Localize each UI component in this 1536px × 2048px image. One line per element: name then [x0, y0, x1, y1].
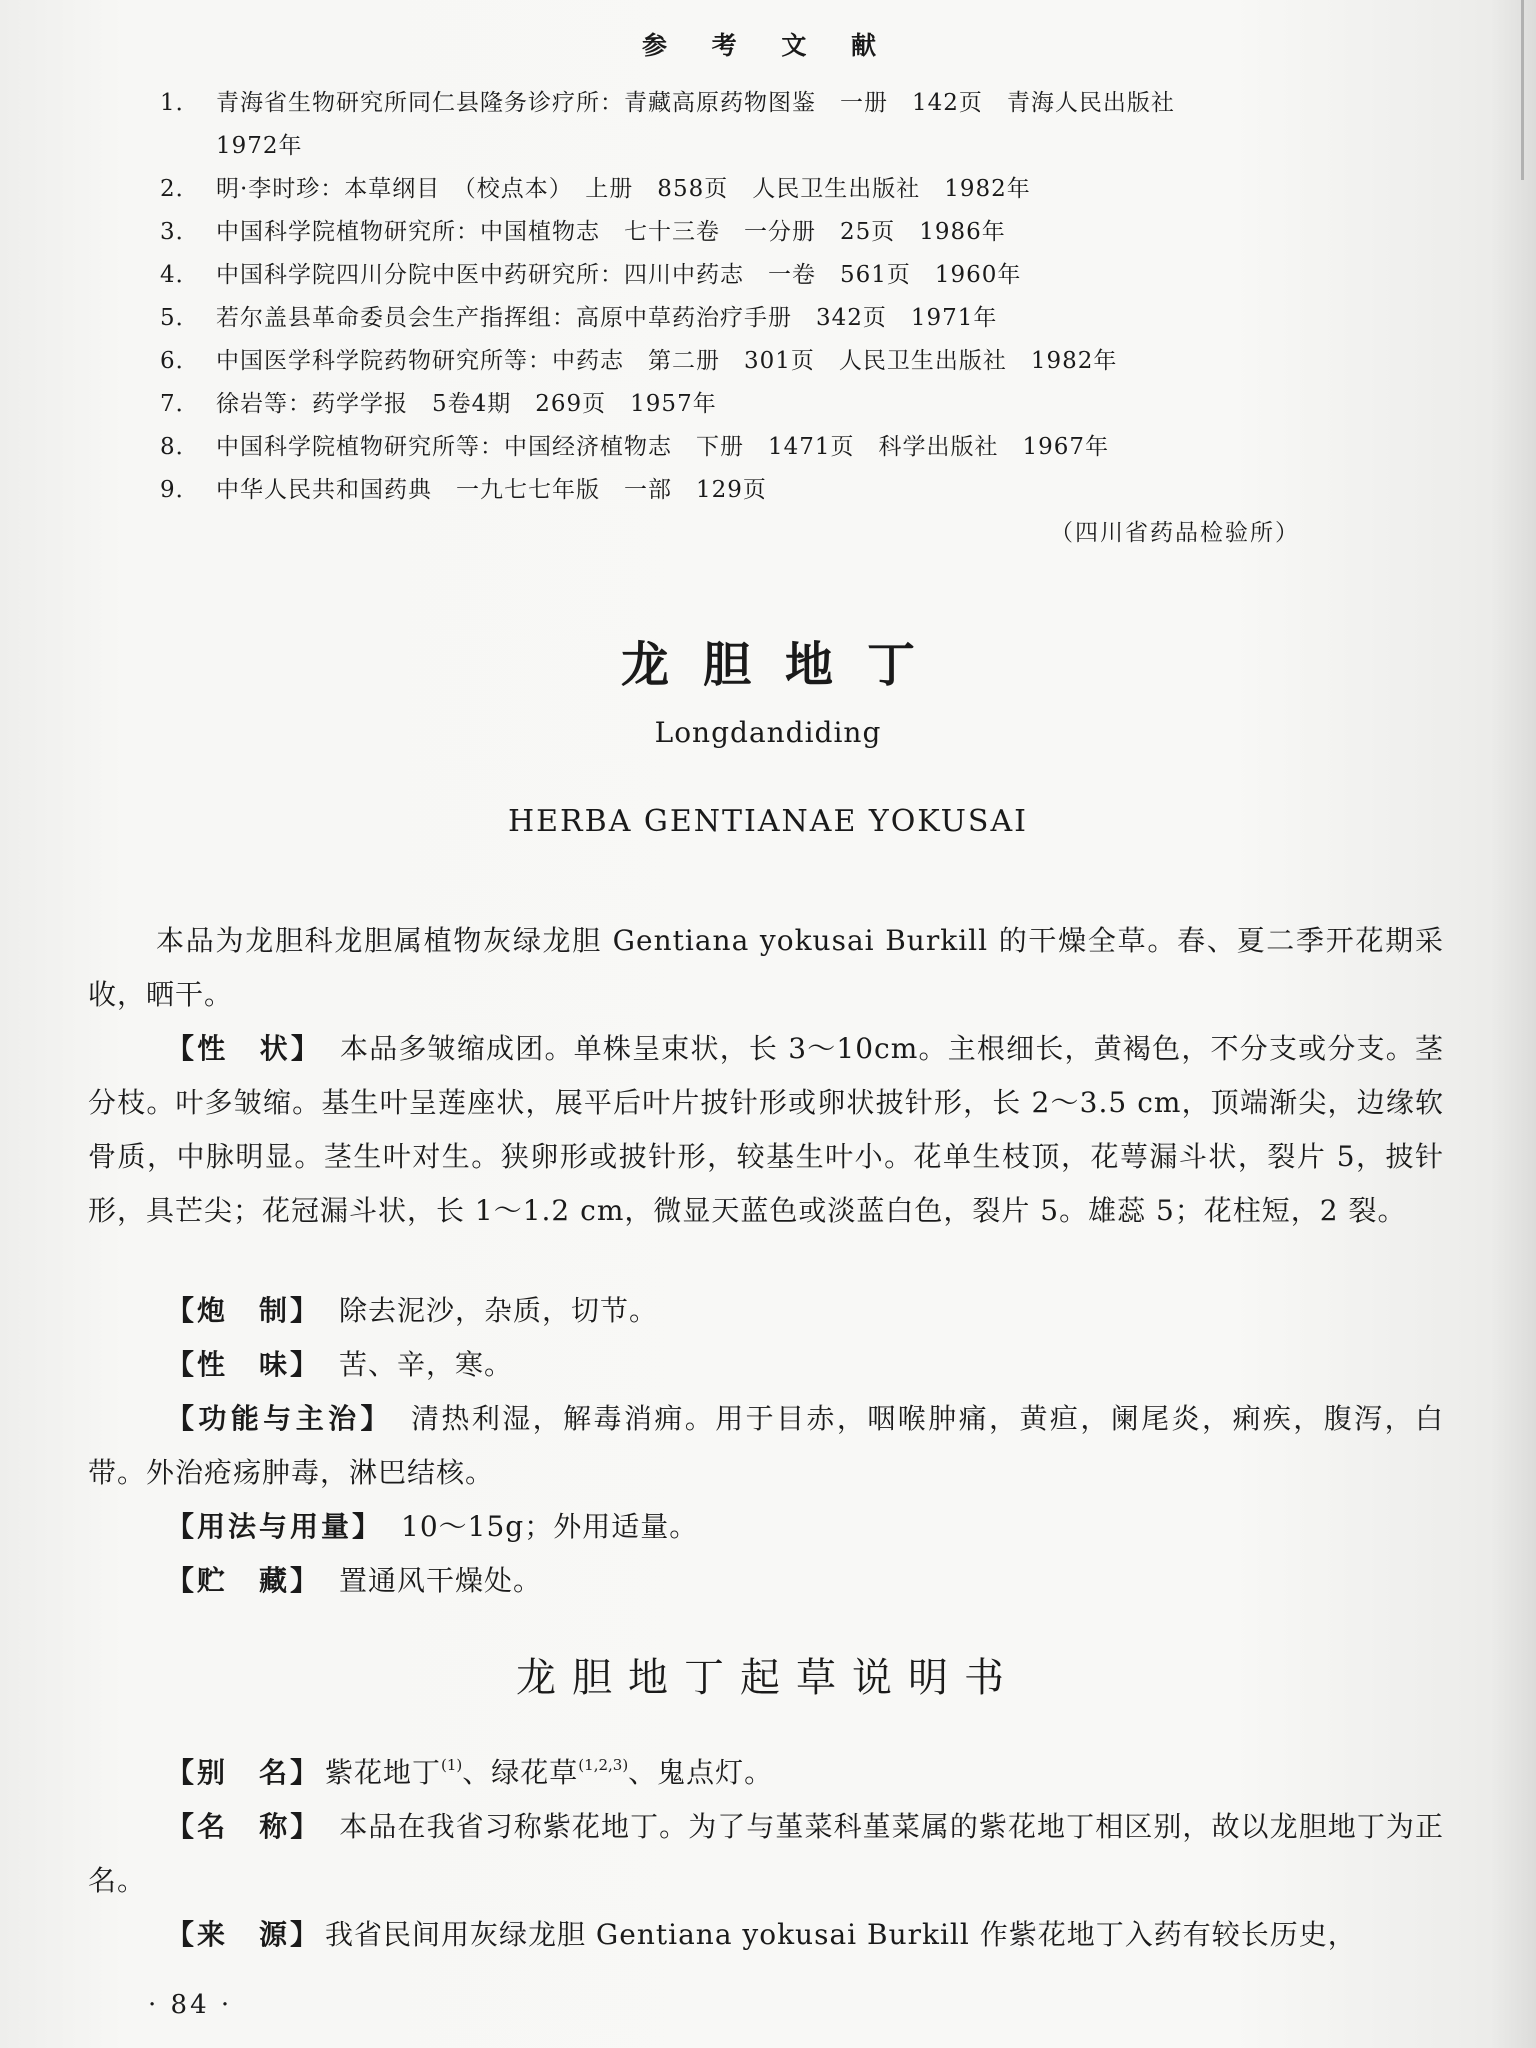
section-label: 【别 名】 [166, 1756, 322, 1789]
reference-text: 青海省生物研究所同仁县隆务诊疗所：青藏高原药物图鉴 一册 142页 青海人民出版社 [216, 90, 1175, 116]
section-text: 清热利湿，解毒消痈。用于目赤，咽喉肿痛，黄疸，阑尾炎，痢疾，腹泻，白带。外治疮疡肿毒，淋巴结核。 [88, 1402, 1444, 1489]
section-label: 【用法与用量】 [166, 1510, 384, 1543]
reference-list [160, 82, 1400, 512]
reference-number: 6． [160, 348, 200, 374]
taste-section [88, 1338, 1444, 1392]
storage-section [88, 1554, 1444, 1608]
monograph-intro-paragraph: 本品为龙胆科龙胆属植物灰绿龙胆 Gentiana yokusai Burkill 的干燥全草。春、夏二季开花期采收，晒干。 [88, 924, 1444, 1011]
reference-text: 中华人民共和国药典 一九七七年版 一部 129页 [216, 477, 767, 503]
references-heading: 参 考 文 献 [641, 31, 895, 60]
reference-text-continued: 1972年 [216, 133, 303, 159]
section-text: 本品在我省习称紫花地丁。为了与堇菜科堇菜属的紫花地丁相区别，故以龙胆地丁为正名。 [88, 1810, 1444, 1897]
section-label: 【贮 藏】 [166, 1564, 322, 1597]
reference-item [160, 297, 1400, 340]
section-text: 本品多皱缩成团。单株呈束状，长 3～10cm。主根细长，黄褐色，不分支或分支。茎分枝。叶多皱缩。基生叶呈莲座状，展平后叶片披针形或卵状披针形，长 2～3.5 cm，顶端渐尖，边缘软骨质，中脉明显。茎生叶对生。狭卵形或披针形，较基生叶小。花单生枝顶，花萼漏斗状，裂片 5，披针形，具芒尖；花冠漏斗状，长 1～1.2 cm，微显天蓝色或淡蓝白色，裂片 5。雄蕊 5；花柱短，2 裂。 [88, 1032, 1444, 1227]
citation-ref: (1,2,3) [578, 1756, 629, 1774]
reference-item [160, 82, 1400, 168]
monograph-pinyin-name: Longdandiding [654, 716, 882, 749]
reference-text: 中国医学科学院药物研究所等：中药志 第二册 301页 人民卫生出版社 1982年 [216, 348, 1118, 374]
alias-text: 、绿花草 [462, 1756, 579, 1789]
reference-text: 若尔盖县革命委员会生产指挥组：高原中草药治疗手册 342页 1971年 [216, 305, 998, 331]
section-text: 苦、辛，寒。 [339, 1348, 514, 1381]
dosage-section [88, 1500, 1444, 1554]
function-section [88, 1392, 1444, 1500]
section-text: 除去泥沙，杂质，切节。 [339, 1294, 659, 1327]
section-text: 10～15g；外用适量。 [401, 1510, 699, 1543]
section-label: 【名 称】 [166, 1810, 322, 1843]
origin-section [88, 1908, 1444, 1962]
references-source-institution: （四川省药品检验所） [1050, 520, 1300, 546]
reference-text: 中国科学院植物研究所：中国植物志 七十三卷 一分册 25页 1986年 [216, 219, 1006, 245]
section-label: 【来 源】 [166, 1918, 322, 1951]
reference-item [160, 340, 1400, 383]
reference-item [160, 426, 1400, 469]
reference-text: 徐岩等：药学学报 5卷4期 269页 1957年 [216, 391, 717, 417]
section-label: 【性 味】 [166, 1348, 322, 1381]
reference-item [160, 254, 1400, 297]
section-text: 置通风干燥处。 [339, 1564, 543, 1597]
draft-explanation-title: 龙胆地丁起草说明书 [516, 1655, 1020, 1701]
reference-number: 4． [160, 262, 200, 288]
monograph-title: 龙胆地丁 [620, 637, 949, 693]
reference-text: 明·李时珍：本草纲目 （校点本） 上册 858页 人民卫生出版社 1982年 [216, 176, 1031, 202]
processing-section [88, 1284, 1444, 1338]
section-label: 【性 状】 [166, 1032, 323, 1065]
reference-number: 3． [160, 219, 200, 245]
reference-number: 2． [160, 176, 200, 202]
citation-ref: (1) [441, 1756, 463, 1774]
reference-item [160, 168, 1400, 211]
reference-number: 7． [160, 391, 200, 417]
reference-number: 9． [160, 477, 200, 503]
reference-item [160, 211, 1400, 254]
page-number: · 84 · [148, 1990, 233, 2020]
section-label: 【炮 制】 [166, 1294, 322, 1327]
reference-text: 中国科学院四川分院中医中药研究所：四川中药志 一卷 561页 1960年 [216, 262, 1022, 288]
reference-number: 1． [160, 90, 200, 116]
alias-text: 紫花地丁 [325, 1756, 442, 1789]
section-text: 我省民间用灰绿龙胆 Gentiana yokusai Burkill 作紫花地丁入药有较长历史， [325, 1918, 1357, 1951]
reference-item [160, 469, 1400, 512]
reference-text: 中国科学院植物研究所等：中国经济植物志 下册 1471页 科学出版社 1967年 [216, 434, 1110, 460]
name-section [88, 1800, 1444, 1908]
reference-number: 8． [160, 434, 200, 460]
section-label: 【功能与主治】 [166, 1402, 393, 1435]
monograph-latin-name: HERBA GENTIANAE YOKUSAI [508, 804, 1028, 839]
alias-text: 、鬼点灯。 [628, 1756, 774, 1789]
reference-item [160, 383, 1400, 426]
reference-number: 5． [160, 305, 200, 331]
characters-section [88, 1022, 1444, 1238]
alias-section [88, 1746, 1444, 1800]
